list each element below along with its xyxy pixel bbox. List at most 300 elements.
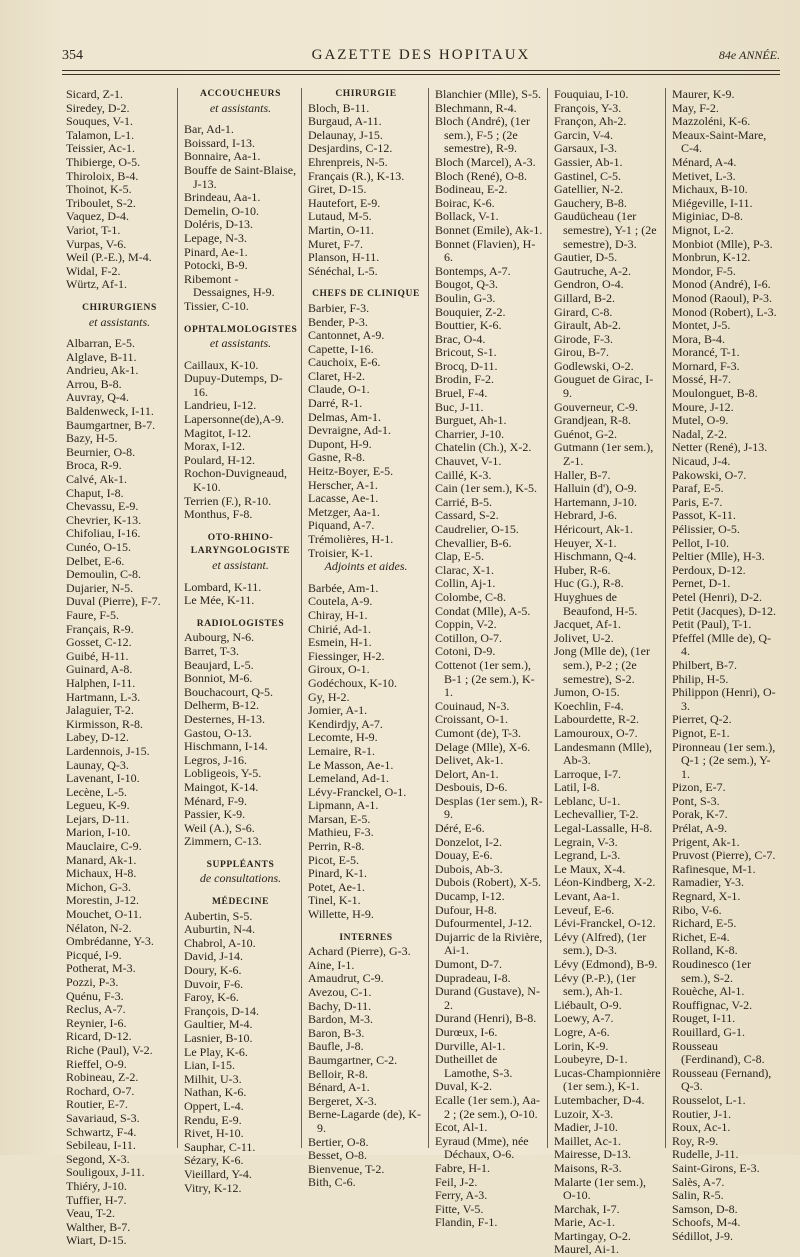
header-rule-bottom: [62, 74, 780, 75]
directory-entry: Desplas (1er sem.), R-9.: [435, 793, 543, 822]
directory-entry: Nicaud, J-4.: [672, 454, 731, 469]
directory-entry: Caillaux, K-10.: [184, 357, 259, 372]
directory-entry: Bloch (André), (1er sem.), F-5 ; (2e semestre), R-9.: [435, 114, 530, 156]
directory-entry: Brac, O-4.: [435, 331, 486, 346]
directory-entry: Boirac, K-6.: [435, 195, 495, 210]
section-heading: OPHTALMOLOGISTES: [184, 324, 298, 335]
directory-entry: Schwartz, F-4.: [66, 1124, 137, 1139]
directory-entry: Doury, K-6.: [184, 963, 242, 978]
directory-entry: Gassier, Ab-1.: [554, 154, 623, 169]
directory-entry: Miégeville, I-11.: [672, 195, 753, 210]
directory-entry: Demelin, O-10.: [184, 203, 259, 218]
directory-entry: Girou, B-7.: [554, 345, 609, 360]
directory-entry: Baumgartner, C-2.: [308, 1052, 398, 1067]
directory-entry: Jomier, A-1.: [308, 703, 368, 718]
directory-entry: Nathan, K-6.: [184, 1085, 247, 1100]
directory-entry: Rieffel, O-9.: [66, 1056, 127, 1071]
directory-entry: Colombe, C-8.: [435, 589, 506, 604]
directory-entry: Potocki, B-9.: [184, 258, 248, 273]
directory-entry: Mossé, H-7.: [672, 372, 731, 387]
directory-entry: Dufourmentel, J-12.: [435, 916, 532, 931]
directory-entry: Jong (Mlle de), (1er sem.), P-2 ; (2e semestre), S-2.: [554, 644, 650, 686]
directory-entry: Trémolières, H-1.: [308, 532, 394, 546]
directory-entry: Cunéo, O-15.: [66, 540, 131, 554]
directory-entry: Lipmann, A-1.: [308, 798, 379, 813]
section-heading: MÉDECINE: [211, 897, 270, 908]
directory-entry: Le Masson, Ae-1.: [308, 757, 394, 772]
directory-entry: Andrieu, Ak-1.: [66, 363, 139, 378]
directory-entry: Burgaud, A-11.: [308, 114, 382, 129]
directory-entry: Piquand, A-7.: [308, 518, 375, 533]
directory-entry: Petit (Jacques), D-12.: [672, 603, 776, 618]
directory-entry: Rendu, E-9.: [184, 1112, 242, 1127]
section-subheading: de consultations.: [199, 871, 282, 886]
directory-entry: Bender, P-3.: [308, 314, 368, 329]
directory-entry: Chevrier, K-13.: [66, 512, 142, 527]
directory-entry: Croissant, O-1.: [435, 712, 508, 727]
directory-entry: Moulonguet, B-8.: [672, 386, 758, 401]
directory-entry: Souligoux, J-11.: [66, 1165, 145, 1180]
directory-entry: Loubeyre, D-1.: [554, 1052, 628, 1067]
directory-entry: Segond, X-3.: [66, 1151, 130, 1166]
directory-entry: Poulard, H-12.: [184, 452, 255, 467]
directory-entry: Heitz-Boyer, E-5.: [308, 464, 394, 479]
directory-entry: Pruvost (Pierre), C-7.: [672, 848, 776, 863]
directory-entry: Esmein, H-1.: [308, 635, 372, 650]
directory-entry: Caillé, K-3.: [435, 467, 492, 482]
directory-entry: Prigent, Ak-1.: [672, 834, 740, 849]
directory-entry: Koechlin, F-4.: [554, 698, 624, 713]
directory-entry: Le Mée, K-11.: [184, 593, 255, 608]
directory-entry: Calvé, Ak-1.: [66, 472, 127, 487]
directory-entry: Guibé, H-11.: [66, 648, 129, 663]
directory-entry: Salin, R-5.: [672, 1188, 724, 1203]
directory-entry: Nélaton, N-2.: [66, 920, 132, 935]
directory-entry: François, D-14.: [184, 1003, 259, 1018]
directory-entry: Achard (Pierre), G-3.: [308, 944, 411, 959]
directory-entry: Lemaire, R-1.: [308, 743, 375, 758]
column-1: [60, 87, 178, 1248]
directory-entry: Amaudrut, C-9.: [308, 971, 384, 986]
directory-entry: Pinard, Ae-1.: [184, 244, 248, 259]
directory-entry: Leblanc, U-1.: [554, 793, 621, 808]
directory-entry: Giroux, O-1.: [308, 662, 370, 677]
directory-entry: Ombrédanne, Y-3.: [66, 934, 154, 949]
directory-entry: Baldenweck, I-11.: [66, 404, 154, 419]
directory-entry: Mathieu, F-3.: [308, 825, 374, 840]
directory-entry: Durand (Gustave), N-2.: [435, 984, 540, 1012]
directory-entry: Rouèche, Al-1.: [672, 984, 745, 999]
directory-entry: Gutmann (1er sem.), Z-1.: [554, 440, 654, 469]
directory-entry: Desternes, H-13.: [184, 711, 265, 726]
section-subheading: Adjoints et aides.: [324, 559, 408, 574]
directory-entry: Broca, R-9.: [66, 458, 122, 473]
directory-entry: Maurel, Ai-1.: [554, 1242, 619, 1257]
directory-entry: Cottenot (1er sem.), B-1 ; (2e sem.), K-1.: [435, 657, 535, 700]
section-heading: INTERNES: [339, 932, 393, 943]
directory-entry: Eyraud (Mme), née Déchaux, O-6.: [435, 1133, 529, 1162]
directory-entry: Lévi-Franckel, O-12.: [554, 916, 656, 931]
directory-entry: Belloir, R-8.: [308, 1066, 368, 1081]
directory-entry: Burguet, Ah-1.: [435, 413, 507, 428]
directory-entry: Potherat, M-3.: [66, 961, 136, 976]
directory-entry: Donzelot, I-2.: [435, 834, 502, 849]
directory-entry: Sédillot, J-9.: [672, 1228, 734, 1243]
directory-entry: Baron, B-3.: [308, 1025, 365, 1040]
page-header: [62, 46, 780, 68]
directory-entry: Halphen, I-11.: [66, 675, 136, 690]
directory-entry: Garcin, V-4.: [554, 127, 613, 142]
directory-entry: Barbier, F-3.: [308, 300, 370, 315]
directory-entry: Porak, K-7.: [672, 807, 728, 822]
directory-entry: Hartmann, L-3.: [66, 689, 141, 704]
directory-entry: Martingay, O-2.: [554, 1228, 631, 1243]
directory-entry: Bar, Ad-1.: [184, 122, 234, 137]
directory-entry: Maisons, R-3.: [554, 1160, 622, 1175]
directory-entry: Bachy, D-11.: [308, 998, 372, 1013]
directory-entry: Rochon-Duvigneaud, K-10.: [184, 466, 287, 495]
directory-entry: Pizon, E-7.: [672, 780, 726, 795]
directory-entry: Hebrard, J-6.: [554, 508, 617, 523]
directory-entry: Pinard, K-1.: [308, 866, 367, 881]
directory-entry: Godlewski, O-2.: [554, 358, 634, 373]
directory-entry: Buc, J-11.: [435, 399, 484, 414]
directory-entry: Veau, T-2.: [66, 1206, 115, 1221]
directory-entry: Claude, O-1.: [308, 382, 370, 397]
directory-entry: Ménard, F-9.: [184, 793, 247, 808]
directory-entry: Lecène, L-5.: [66, 784, 127, 799]
directory-entry: Moure, J-12.: [672, 399, 734, 414]
directory-entry: Lévy (Edmond), B-9.: [554, 957, 658, 971]
directory-entry: Bonnaire, Aa-1.: [184, 149, 261, 164]
section-heading: RADIOLOGISTES: [196, 618, 285, 629]
directory-entry: Auburtin, N-4.: [184, 922, 255, 937]
directory-entry: Bienvenue, T-2.: [308, 1161, 385, 1176]
directory-entry: Levant, Aa-1.: [554, 889, 620, 904]
directory-entry: Pfeffel (Mlle de), Q-4.: [672, 630, 772, 659]
directory-entry: Lejars, D-11.: [66, 811, 130, 826]
directory-entry: Kendirdjy, A-7.: [308, 716, 383, 731]
directory-entry: Willette, H-9.: [308, 907, 374, 922]
directory-entry: Duval, K-2.: [435, 1079, 492, 1094]
directory-entry: Cotoni, D-9.: [435, 644, 496, 659]
directory-entry: Huc (G.), R-8.: [554, 576, 624, 591]
directory-entry: Lapersonne(de),A-9.: [184, 412, 284, 427]
directory-entry: Petel (Henri), D-2.: [672, 589, 762, 604]
directory-entry: Ménard, A-4.: [672, 154, 737, 169]
directory-entry: Jalaguier, T-2.: [66, 703, 134, 718]
directory-entry: Tissier, C-10.: [184, 298, 249, 313]
directory-entry: Dutheillet de Lamothe, S-3.: [435, 1052, 513, 1080]
directory-entry: Metzger, Aa-1.: [308, 504, 380, 519]
directory-entry: Giret, D-15.: [308, 182, 367, 197]
directory-entry: Legros, J-16.: [184, 752, 247, 767]
directory-entry: Gatellier, N-2.: [554, 182, 624, 197]
directory-entry: Bruel, F-4.: [435, 386, 488, 401]
directory-entry: Bouquier, Z-2.: [435, 304, 506, 319]
directory-entry: Condat (Mlle), A-5.: [435, 603, 531, 618]
directory-entry: Gaudücheau (1er semestre), Y-1 ; (2e semestre), D-3.: [554, 209, 657, 251]
directory-entry: Douay, E-6.: [435, 848, 493, 863]
directory-entry: Magitot, I-12.: [184, 425, 251, 440]
directory-entry: Rouillard, G-1.: [672, 1024, 745, 1039]
directory-entry: Robineau, Z-2.: [66, 1070, 139, 1085]
directory-entry: Siredey, D-2.: [66, 100, 130, 115]
directory-entry: Avezou, C-1.: [308, 985, 372, 999]
directory-entry: Rafinesque, M-1.: [672, 861, 756, 876]
column-6: [666, 87, 782, 1243]
directory-entry: Gautier, D-5.: [554, 250, 618, 265]
section-subheading: et assistants.: [209, 100, 272, 115]
directory-entry: Reynier, I-6.: [66, 1015, 127, 1030]
directory-entry: Darré, R-1.: [308, 396, 363, 411]
directory-entry: Bollack, V-1.: [435, 209, 499, 224]
directory-entry: Sicard, Z-1.: [66, 87, 123, 101]
directory-entry: Mairesse, D-13.: [554, 1147, 631, 1162]
directory-entry: Würtz, Af-1.: [66, 277, 127, 292]
directory-entry: Pignot, E-1.: [672, 725, 730, 740]
directory-entry: Mornard, F-3.: [672, 358, 740, 373]
directory-entry: Rolland, K-8.: [672, 943, 738, 958]
volume-year: 84e ANNÉE.: [718, 48, 780, 62]
directory-entry: Terrien (F.), R-10.: [184, 493, 272, 508]
directory-entry: Legueu, K-9.: [66, 798, 130, 813]
section-heading: OTO-RHINO-LARYNGOLOGISTE: [190, 532, 291, 557]
section-subheading: et assistant.: [212, 558, 269, 572]
directory-entry: Teissier, Ac-1.: [66, 141, 135, 156]
directory-entry: Michon, G-3.: [66, 879, 131, 894]
directory-entry: Halluin (d'), O-9.: [554, 481, 637, 496]
directory-entry: Ducamp, I-12.: [435, 889, 505, 904]
directory-entry: Roux, Ac-1.: [672, 1120, 731, 1135]
directory-entry: Cauchoix, E-6.: [308, 355, 381, 370]
directory-entry: Philbert, B-7.: [672, 657, 737, 672]
directory-entry: Variot, T-1.: [66, 222, 121, 237]
directory-entry: Déré, E-6.: [435, 821, 485, 836]
directory-entry: Gosset, C-12.: [66, 635, 132, 650]
directory-entry: Muret, F-7.: [308, 236, 363, 251]
directory-entry: Lobligeois, Y-5.: [184, 766, 262, 781]
directory-entry: Marion, I-10.: [66, 825, 131, 840]
directory-entry: Lévy-Franckel, O-1.: [308, 784, 407, 799]
directory-entry: Baumgartner, B-7.: [66, 417, 156, 432]
directory-entry: Sebileau, I-11.: [66, 1138, 136, 1153]
directory-entry: Manard, Ak-1.: [66, 852, 137, 867]
directory-entry: Flandin, F-1.: [435, 1215, 498, 1230]
directory-entry: Hischmann, Q-4.: [554, 549, 637, 564]
directory-entry: Bricout, S-1.: [435, 345, 497, 360]
directory-entry: Martin, O-11.: [308, 222, 374, 237]
directory-entry: Launay, Q-3.: [66, 757, 129, 772]
directory-entry: Rudelle, J-11.: [672, 1147, 739, 1162]
directory-entry: Leveuf, E-6.: [554, 902, 615, 917]
directory-entry: Haller, B-7.: [554, 467, 611, 482]
directory-entry: Français, R-9.: [66, 621, 134, 636]
directory-entry: Pakowski, O-7.: [672, 467, 747, 482]
directory-entry: Lian, I-15.: [184, 1058, 235, 1073]
directory-entry: Labey, D-12.: [66, 730, 129, 745]
directory-entry: Regnard, X-1.: [672, 889, 741, 904]
directory-entry: Rousselot, L-1.: [672, 1092, 746, 1107]
directory-entry: Mutel, O-9.: [672, 413, 729, 428]
directory-entry: Bougot, Q-3.: [435, 277, 498, 292]
directory-entry: Potet, Ae-1.: [308, 879, 365, 894]
directory-entry: Bénard, A-1.: [308, 1080, 370, 1095]
directory-entry: Durville, Al-1.: [435, 1038, 506, 1053]
directory-entry: Delage (Mlle), X-6.: [435, 739, 531, 754]
directory-entry: Faroy, K-6.: [184, 990, 239, 1005]
directory-entry: Larroque, I-7.: [554, 766, 621, 781]
directory-entry: Milhit, U-3.: [184, 1071, 242, 1086]
directory-entry: Gillard, B-2.: [554, 290, 615, 305]
directory-entry: Brocq, D-11.: [435, 358, 498, 373]
directory-entry: Rivet, H-10.: [184, 1126, 244, 1141]
directory-entry: Gouverneur, C-9.: [554, 399, 638, 414]
directory-entry: Pont, S-3.: [672, 793, 720, 808]
directory-entry: Hautefort, E-9.: [308, 195, 381, 210]
directory-entry: Picot, E-5.: [308, 852, 359, 867]
directory-entry: Salès, A-7.: [672, 1174, 725, 1189]
directory-entry: Saint-Girons, E-3.: [672, 1160, 760, 1175]
directory-entry: Faure, F-5.: [66, 607, 119, 622]
directory-entry: Routier, J-1.: [672, 1106, 732, 1121]
directory-entry: Rousseau (Fernand), Q-3.: [672, 1065, 772, 1094]
directory-entry: Bertier, O-8.: [308, 1134, 369, 1149]
directory-entry: Pellot, I-10.: [672, 535, 729, 550]
directory-entry: Bouchacourt, Q-5.: [184, 684, 273, 699]
directory-entry: Zimmern, C-13.: [184, 834, 262, 849]
directory-entry: Albarran, E-5.: [66, 336, 135, 351]
directory-entry: Marie, Ac-1.: [554, 1215, 615, 1230]
directory-entry: Mora, B-4.: [672, 331, 725, 346]
directory-entry: Mazzoléni, K-6.: [672, 114, 751, 129]
directory-entry: Vaquez, D-4.: [66, 209, 129, 224]
directory-entry: Troisier, K-1.: [308, 545, 373, 560]
directory-entry: Talamon, L-1.: [66, 127, 135, 142]
directory-entry: Netter (René), J-13.: [672, 440, 768, 455]
directory-entry: Reclus, A-7.: [66, 1002, 126, 1017]
directory-entry: Couinaud, N-3.: [435, 698, 510, 713]
directory-entry: Quénu, F-3.: [66, 988, 124, 1003]
directory-entry: Thibierge, O-5.: [66, 154, 141, 169]
directory-entry: Bardon, M-3.: [308, 1012, 373, 1027]
directory-entry: Bazy, H-5.: [66, 431, 118, 446]
directory-entry: Coppin, V-2.: [435, 617, 497, 632]
column-4: [429, 87, 548, 1230]
column-3: [302, 88, 429, 1190]
directory-entry: Chevassu, E-9.: [66, 499, 139, 514]
directory-entry: Souques, V-1.: [66, 114, 134, 129]
directory-entry: Thoinot, K-5.: [66, 182, 132, 197]
directory-entry: Dufour, H-8.: [435, 902, 497, 917]
directory-entry: Arrou, B-8.: [66, 376, 122, 391]
directory-entry: Blanchier (Mlle), S-5.: [435, 87, 541, 101]
directory-entry: Coutela, A-9.: [308, 594, 373, 609]
directory-entry: Paris, E-7.: [672, 494, 723, 509]
directory-entry: Boulin, G-3.: [435, 290, 496, 305]
directory-entry: Lepage, N-3.: [184, 230, 247, 245]
directory-entry: Weil (A.), S-6.: [184, 820, 255, 835]
directory-entry: Berne-Lagarde (de), K-9.: [308, 1107, 421, 1135]
directory-entry: Roy, R-9.: [672, 1133, 719, 1148]
directory-entry: Hischmann, I-14.: [184, 739, 268, 754]
directory-entry: Richet, E-4.: [672, 929, 730, 944]
directory-entry: Paraf, E-5.: [672, 481, 724, 496]
directory-entry: Feil, J-2.: [435, 1174, 478, 1189]
directory-entry: Auvray, Q-4.: [66, 390, 129, 405]
directory-entry: Huyghues de Beaufond, H-5.: [554, 589, 638, 618]
directory-entry: Fabre, H-1.: [435, 1160, 490, 1175]
directory-entry: Malarte (1er sem.), O-10.: [554, 1174, 646, 1203]
section-heading: CHEFS DE CLINIQUE: [312, 289, 420, 300]
directory-entry: Girard, C-8.: [554, 304, 613, 319]
directory-entry: Samson, D-8.: [672, 1201, 738, 1216]
directory-entry: Lévy (Alfred), (1er sem.), D-3.: [554, 929, 647, 958]
directory-entry: Dumont, D-7.: [435, 957, 502, 971]
directory-entry: Lechevallier, T-2.: [554, 807, 639, 822]
directory-entry: Guinard, A-8.: [66, 662, 133, 677]
directory-entry: François, Y-3.: [554, 100, 622, 115]
directory-entry: Monbiot (Mlle), P-3.: [672, 236, 773, 251]
column-2: [178, 88, 302, 1195]
directory-entry: Gastou, O-13.: [184, 725, 252, 740]
directory-entry: Lasnier, B-10.: [184, 1031, 253, 1045]
directory-entry: Chevallier, B-6.: [435, 535, 512, 550]
directory-entry: Passier, K-9.: [184, 807, 246, 822]
directory-entry: Landrieu, I-12.: [184, 398, 257, 413]
directory-entry: Prélat, A-9.: [672, 821, 727, 836]
directory-entry: Besset, O-8.: [308, 1148, 367, 1163]
directory-entry: Dujarric de la Rivière, Ai-1.: [435, 929, 543, 958]
directory-entry: Pélissier, O-5.: [672, 522, 740, 536]
directory-entry: Demoulin, C-8.: [66, 567, 141, 582]
directory-entry: Lévy (P.-P.), (1er sem.), Ah-1.: [554, 970, 636, 999]
directory-entry: Peltier (Mlle), H-3.: [672, 549, 765, 564]
directory-entry: Alglave, B-11.: [66, 349, 137, 364]
directory-entry: Aubertin, S-5.: [184, 908, 253, 923]
directory-entry: Morestin, J-12.: [66, 893, 139, 908]
directory-entry: Girode, F-3.: [554, 331, 613, 346]
directory-columns: [60, 87, 782, 1257]
directory-entry: Fitte, V-5.: [435, 1201, 484, 1216]
directory-entry: Ehrenpreis, N-5.: [308, 154, 388, 169]
directory-entry: Monod (Robert), L-3.: [672, 304, 777, 319]
directory-entry: Pierret, Q-2.: [672, 712, 732, 727]
directory-entry: Maurer, K-9.: [672, 87, 735, 101]
directory-entry: Collin, Aj-1.: [435, 576, 496, 591]
directory-entry: Durœux, I-6.: [435, 1024, 498, 1039]
directory-entry: Duvoir, F-6.: [184, 976, 244, 991]
directory-entry: Luzoir, X-3.: [554, 1106, 614, 1121]
directory-entry: Delort, An-1.: [435, 766, 499, 781]
directory-entry: Lemeland, Ad-1.: [308, 771, 389, 786]
directory-entry: Dubois, Ab-3.: [435, 861, 503, 876]
directory-entry: Lombard, K-11.: [184, 579, 262, 594]
directory-entry: Pironneau (1er sem.), Q-1 ; (2e sem.), Y-1.: [672, 739, 776, 781]
directory-entry: Planson, H-11.: [308, 250, 380, 265]
directory-entry: Petit (Paul), T-1.: [672, 617, 752, 632]
directory-entry: Bonniot, M-6.: [184, 671, 253, 686]
directory-entry: Routier, E-7.: [66, 1097, 128, 1112]
directory-entry: Chauvet, V-1.: [435, 454, 502, 469]
directory-entry: Kirmisson, R-8.: [66, 716, 144, 731]
directory-entry: Pernet, D-1.: [672, 576, 731, 591]
directory-entry: Devraigne, Ad-1.: [308, 423, 391, 438]
directory-entry: Sauphar, C-11.: [184, 1139, 256, 1154]
directory-entry: Gastinel, C-5.: [554, 168, 621, 183]
directory-entry: Metivet, L-3.: [672, 168, 736, 183]
directory-entry: Maingot, K-14.: [184, 779, 259, 794]
